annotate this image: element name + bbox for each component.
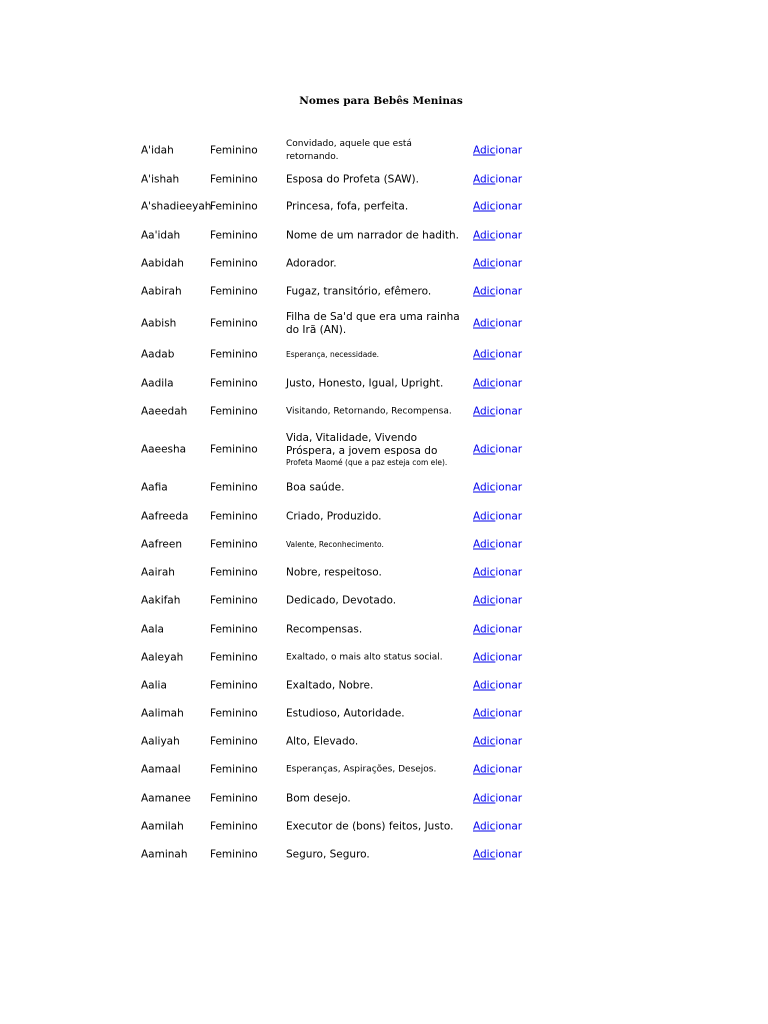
gender-label: Feminino: [210, 763, 258, 776]
add-name-link[interactable]: Adicionar: [473, 792, 523, 805]
name-meaning: Convidado, aquele que está retornando.: [286, 139, 412, 162]
name-meaning: Esperanças, Aspirações, Desejos.: [286, 764, 437, 775]
add-name-link[interactable]: Adicionar: [473, 481, 523, 494]
gender-label: Feminino: [210, 792, 258, 805]
baby-name: Aaliyah: [141, 735, 180, 748]
gender-label: Feminino: [210, 405, 258, 418]
name-meaning: Bom desejo.: [286, 792, 351, 805]
add-name-link[interactable]: Adicionar: [473, 820, 523, 833]
baby-name: A'ishah: [141, 173, 180, 186]
gender-label: Feminino: [210, 317, 258, 330]
gender-label: Feminino: [210, 735, 258, 748]
gender-label: Feminino: [210, 679, 258, 692]
gender-label: Feminino: [210, 707, 258, 720]
page-title: Nomes para Bebês Meninas: [299, 95, 463, 107]
add-name-link[interactable]: Adicionar: [473, 229, 523, 242]
gender-label: Feminino: [210, 257, 258, 270]
baby-name: Aaminah: [141, 848, 188, 861]
gender-label: Feminino: [210, 285, 258, 298]
add-name-link[interactable]: Adicionar: [473, 538, 523, 551]
gender-label: Feminino: [210, 623, 258, 636]
baby-name: Aadila: [141, 377, 174, 390]
baby-name: Aamilah: [141, 820, 184, 833]
name-meaning: Criado, Produzido.: [286, 510, 382, 523]
add-name-link[interactable]: Adicionar: [473, 348, 523, 361]
baby-name: Aafreen: [141, 538, 182, 551]
baby-name: Aairah: [141, 566, 175, 579]
gender-label: Feminino: [210, 173, 258, 186]
add-name-link[interactable]: Adicionar: [473, 848, 523, 861]
gender-label: Feminino: [210, 510, 258, 523]
name-meaning: Nome de um narrador de hadith.: [286, 229, 459, 242]
baby-name: Aabirah: [141, 285, 182, 298]
gender-label: Feminino: [210, 820, 258, 833]
name-meaning: Recompensas.: [286, 623, 363, 636]
baby-name: Aafreeda: [141, 510, 189, 523]
name-meaning: Dedicado, Devotado.: [286, 594, 397, 607]
gender-label: Feminino: [210, 144, 258, 157]
add-name-link[interactable]: Adicionar: [473, 735, 523, 748]
add-name-link[interactable]: Adicionar: [473, 257, 523, 270]
add-name-link[interactable]: Adicionar: [473, 317, 523, 330]
gender-label: Feminino: [210, 229, 258, 242]
name-meaning: Valente, Reconhecimento.: [286, 540, 384, 549]
name-meaning: Adorador.: [286, 257, 337, 270]
gender-label: Feminino: [210, 481, 258, 494]
baby-name: A'idah: [141, 144, 174, 157]
name-meaning: Estudioso, Autoridade.: [286, 707, 405, 720]
gender-label: Feminino: [210, 848, 258, 861]
add-name-link[interactable]: Adicionar: [473, 623, 523, 636]
add-name-link[interactable]: Adicionar: [473, 443, 523, 456]
gender-label: Feminino: [210, 200, 258, 213]
baby-name: Aalia: [141, 679, 167, 692]
gender-label: Feminino: [210, 566, 258, 579]
add-name-link[interactable]: Adicionar: [473, 651, 523, 664]
gender-label: Feminino: [210, 538, 258, 551]
add-name-link[interactable]: Adicionar: [473, 763, 523, 776]
baby-name: Aalimah: [141, 707, 184, 720]
add-name-link[interactable]: Adicionar: [473, 377, 523, 390]
add-name-link[interactable]: Adicionar: [473, 405, 523, 418]
name-meaning: Vida, Vitalidade, Vivendo Próspera, a jovem esposa do Profeta Maomé (que a paz esteja com ele).: [286, 432, 466, 468]
baby-name: A'shadieeyah: [141, 200, 212, 213]
add-name-link[interactable]: Adicionar: [473, 707, 523, 720]
name-meaning: Nobre, respeitoso.: [286, 566, 382, 579]
name-meaning-continued: Profeta Maomé (que a paz esteja com ele).: [286, 458, 448, 467]
add-name-link[interactable]: Adicionar: [473, 679, 523, 692]
baby-name: Aabidah: [141, 257, 184, 270]
gender-label: Feminino: [210, 443, 258, 456]
name-meaning: Boa saúde.: [286, 481, 345, 494]
name-meaning: Visitando, Retornando, Recompensa.: [286, 406, 452, 417]
name-meaning: Executor de (bons) feitos, Justo.: [286, 820, 454, 833]
add-name-link[interactable]: Adicionar: [473, 173, 523, 186]
baby-name: Aamanee: [141, 792, 191, 805]
baby-name: Aaeesha: [141, 443, 187, 456]
name-meaning: Exaltado, o mais alto status social.: [286, 652, 443, 663]
gender-label: Feminino: [210, 594, 258, 607]
baby-name: Aamaal: [141, 763, 181, 776]
add-name-link[interactable]: Adicionar: [473, 594, 523, 607]
name-meaning: Princesa, fofa, perfeita.: [286, 200, 409, 213]
gender-label: Feminino: [210, 377, 258, 390]
add-name-link[interactable]: Adicionar: [473, 285, 523, 298]
gender-label: Feminino: [210, 651, 258, 664]
add-name-link[interactable]: Adicionar: [473, 200, 523, 213]
baby-name: Aaeedah: [141, 405, 188, 418]
baby-name: Aaleyah: [141, 651, 184, 664]
name-meaning: Seguro, Seguro.: [286, 848, 370, 861]
name-meaning: Fugaz, transitório, efêmero.: [286, 285, 432, 298]
name-meaning: Esposa do Profeta (SAW).: [286, 173, 419, 186]
baby-name: Aa'idah: [141, 229, 181, 242]
gender-label: Feminino: [210, 348, 258, 361]
add-name-link[interactable]: Adicionar: [473, 510, 523, 523]
baby-name: Aakifah: [141, 594, 181, 607]
name-meaning: Filha de Sa'd que era uma rainha do Irã (AN).: [286, 311, 460, 336]
add-name-link[interactable]: Adicionar: [473, 144, 523, 157]
baby-name: Aala: [141, 623, 164, 636]
add-name-link[interactable]: Adicionar: [473, 566, 523, 579]
baby-name: Aadab: [141, 348, 175, 361]
name-meaning: Alto, Elevado.: [286, 735, 359, 748]
name-meaning: Justo, Honesto, Igual, Upright.: [286, 377, 444, 390]
name-meaning: Exaltado, Nobre.: [286, 679, 374, 692]
baby-name: Aabish: [141, 317, 177, 330]
baby-name: Aafia: [141, 481, 168, 494]
name-meaning: Esperança, necessidade.: [286, 350, 380, 359]
